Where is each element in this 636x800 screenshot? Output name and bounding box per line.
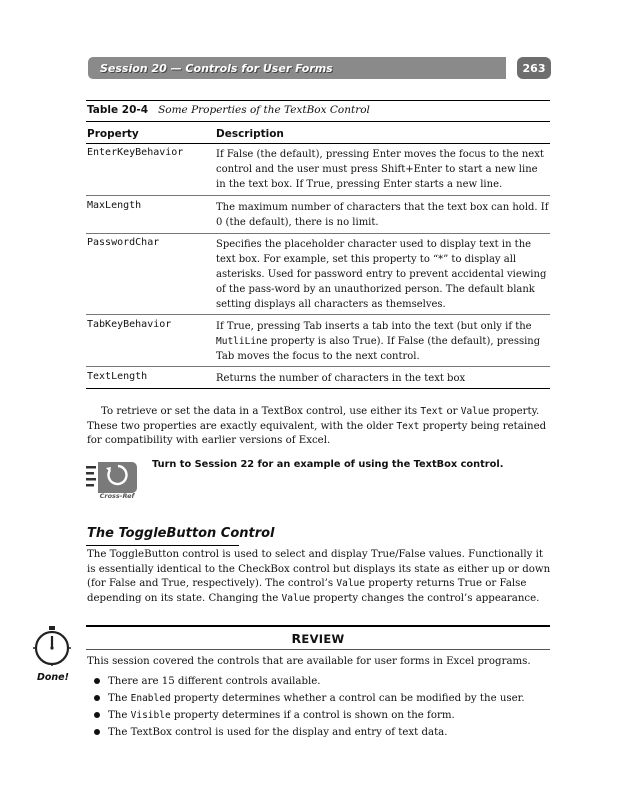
row-divider (86, 366, 550, 367)
row-divider (86, 233, 550, 234)
paragraph-text: or (443, 406, 461, 417)
cross-ref-label: Cross-Ref (99, 492, 135, 500)
table-cell-property: TabKeyBehavior (87, 319, 172, 330)
column-header-property: Property (87, 128, 139, 140)
review-bottom-rule (86, 649, 550, 650)
paragraph-togglebutton (87, 548, 551, 606)
code-term: Value (460, 406, 490, 417)
list-item (94, 673, 554, 690)
cross-ref-icon (84, 458, 140, 500)
review-top-rule (86, 625, 550, 627)
running-header-title: Session 20 — Controls for User Forms (100, 61, 333, 75)
paragraph-textbox-data (87, 405, 551, 449)
table-cell-description: The maximum number of characters that the text box can hold. If 0 (the default), there is no limit. (216, 202, 549, 228)
paragraph-text: To retrieve or set the data in a TextBox control, use either its (101, 406, 421, 417)
paragraph-text: property being retained for compatibility with earlier versions of Excel. (87, 420, 547, 446)
table-cell-description (216, 319, 550, 364)
review-bullet-list (94, 673, 554, 741)
table-cell-property: MaxLength (87, 200, 142, 211)
bullet-text: property determines if a control is shown on the form. (170, 710, 455, 721)
table-cell-description: If False (the default), pressing Enter moves the focus to the next control and the user must press Shift+Enter to start a new line in the text box. If True, pressing Enter starts a new line. (216, 149, 544, 190)
description-text: property is also True). If False (the default), pressing Tab moves the focus to the next control. (216, 336, 541, 362)
table-bottom-rule (86, 388, 550, 389)
table-header-rule (86, 143, 550, 144)
bullet-text: property determines whether a control can be modified by the user. (170, 693, 525, 704)
row-divider (86, 195, 550, 196)
paragraph-text: The ToggleButton control is used to select and display True/False values. Functionally it is essentially identical to the CheckBox control but displays its state as either up or down (for False and True, respectively). The control’s (87, 549, 551, 589)
table-number: Table 20-4 (87, 104, 149, 116)
running-header (88, 57, 506, 79)
review-title-rest: EVIEW (301, 632, 345, 646)
column-header-description: Description (216, 128, 284, 140)
review-title (86, 631, 550, 646)
bullet-text: The (108, 710, 131, 721)
table-cell-property: PasswordChar (87, 237, 160, 248)
bullet-text: The TextBox control is used for the display and entry of text data. (108, 727, 448, 738)
row-divider (86, 314, 550, 315)
stopwatch-icon (32, 626, 72, 666)
list-item (94, 690, 554, 707)
paragraph-text: property changes the control’s appearance. (310, 592, 540, 604)
table-cell-property: TextLength (87, 371, 148, 382)
code-term: Text (396, 420, 420, 432)
code-term: Visible (130, 710, 171, 721)
table-cell-property: EnterKeyBehavior (87, 147, 184, 158)
cross-ref-text: Turn to Session 22 for an example of using the TextBox control. (152, 459, 504, 470)
table-cell-description: Returns the number of characters in the text box (216, 373, 466, 384)
table-caption-rule (86, 121, 550, 122)
table-top-rule (86, 100, 550, 101)
table-caption (87, 104, 370, 116)
table-cell-description: Specifies the placeholder character used to display text in the text box. For example, set this property to “*” to display all asterisks. Used for password entry to prevent accidental viewing of the pass-word by an unauthorized person. The default blank setting displays all characters as themselves. (216, 239, 547, 310)
code-term: Value (336, 578, 365, 589)
review-intro: This session covered the controls that are available for user forms in Excel programs. (87, 656, 531, 667)
list-item (94, 724, 554, 741)
heading-underline (86, 545, 239, 546)
paragraph-text: property. These two properties are exactly equivalent, with the older (87, 406, 540, 432)
bullet-text: There are 15 different controls available. (108, 676, 321, 687)
code-term: MutliLine (216, 336, 268, 347)
section-heading: The ToggleButton Control (87, 526, 275, 541)
list-item (94, 707, 554, 724)
bullet-text: The (108, 693, 131, 704)
code-term: Text (420, 406, 444, 417)
paragraph-text: property returns True or False depending on its state. Changing the (87, 578, 527, 604)
table-title: Some Properties of the TextBox Control (158, 104, 370, 116)
code-term: Value (281, 592, 311, 604)
code-term: Enabled (130, 693, 171, 704)
page-number: 263 (517, 57, 551, 79)
done-label: Done! (37, 672, 69, 683)
description-text: If True, pressing Tab inserts a tab into the text (but only if the (216, 321, 532, 332)
review-title-initial: R (291, 631, 302, 646)
